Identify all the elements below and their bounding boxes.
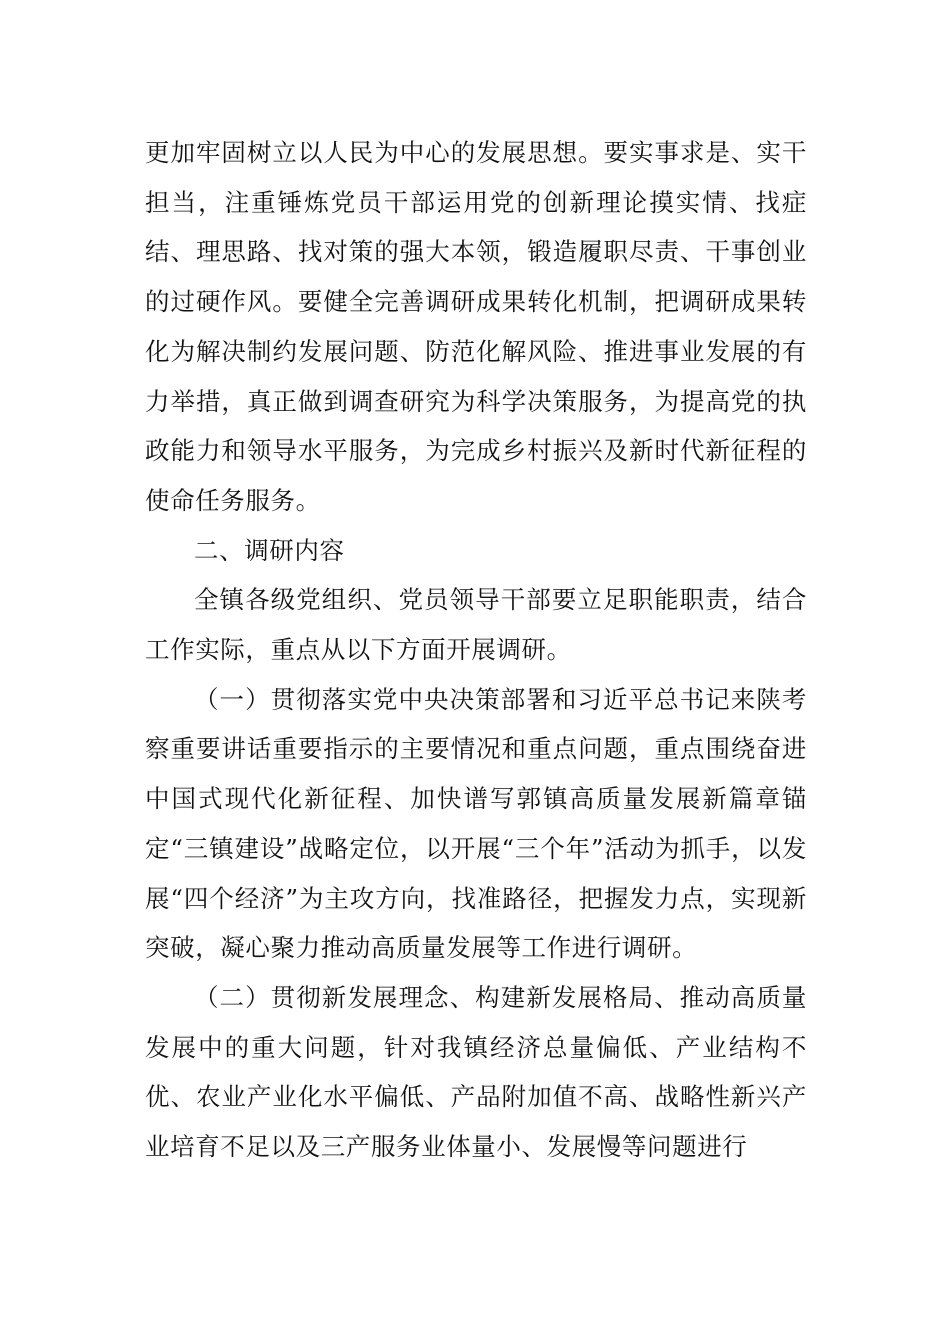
section-heading-research-content: 二、调研内容 <box>194 535 345 565</box>
document-body <box>145 128 807 1172</box>
paragraph-item-one: （一）贯彻落实党中央决策部署和习近平总书记来陕考察重要讲话重要指示的主要情况和重点问题，重点围绕奋进中国式现代化新征程、加快谱写郭镇高质量发展新篇章锚定“三镇建设”战略定位，以开展“三个年”活动为抓手，以发展“四个经济”为主攻方向，找准路径，把握发力点，实现新突破，凝心聚力推动高质量发展等工作进行调研。 <box>145 684 807 963</box>
paragraph-research-intro: 全镇各级党组织、党员领导干部要立足职能职责，结合工作实际，重点从以下方面开展调研。 <box>145 585 807 665</box>
paragraph-continuation: 更加牢固树立以人民为中心的发展思想。要实事求是、实干担当，注重锤炼党员干部运用党的创新理论摸实情、找症结、理思路、找对策的强大本领，锻造履职尽责、干事创业的过硬作风。要健全完善调研成果转化机制，把调研成果转化为解决制约发展问题、防范化解风险、推进事业发展的有力举措，真正做到调查研究为科学决策服务，为提高党的执政能力和领导水平服务，为完成乡村振兴及新时代新征程的使命任务服务。 <box>145 138 807 515</box>
paragraph-item-two: （二）贯彻新发展理念、构建新发展格局、推动高质量发展中的重大问题，针对我镇经济总量偏低、产业结构不优、农业产业化水平偏低、产品附加值不高、战略性新兴产业培育不足以及三产服务业体量小、发展慢等问题进行 <box>145 982 807 1162</box>
